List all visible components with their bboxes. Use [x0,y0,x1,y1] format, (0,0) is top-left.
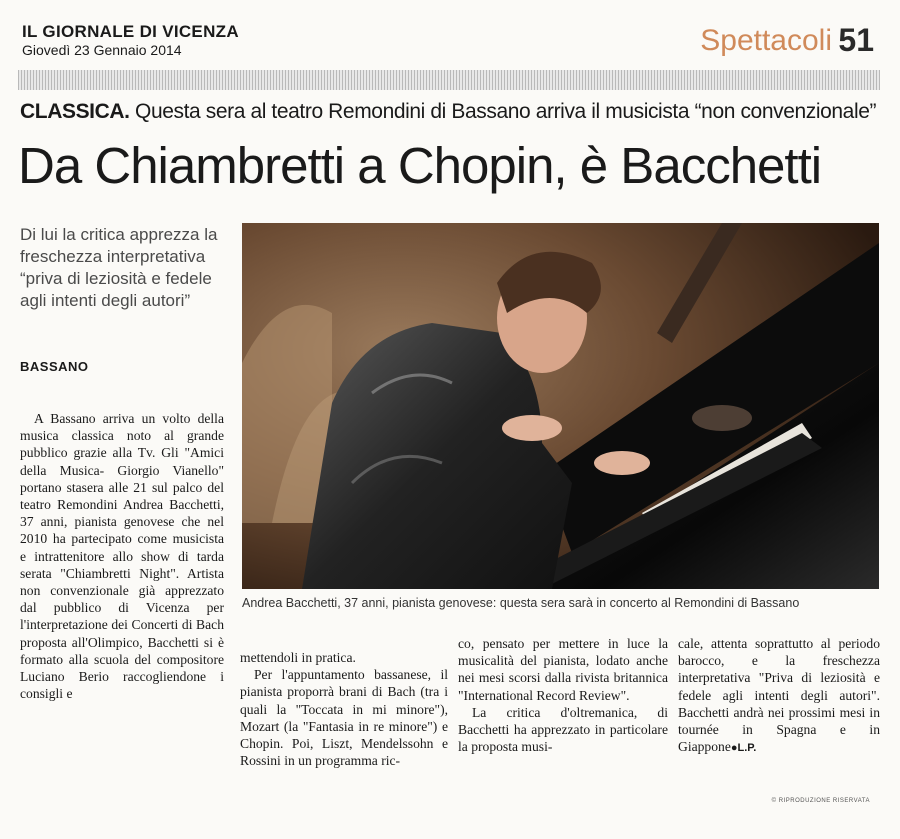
kicker-text: Questa sera al teatro Remondini di Bassano arriva il musicista “non convenzionale” [129,100,877,123]
issue-date: Giovedì 23 Gennaio 2014 [22,42,182,58]
photo-caption: Andrea Bacchetti, 37 anni, pianista genovese: questa sera sarà in concerto al Remondini di Bassano [242,596,800,610]
column-3-paragraph-1: co, pensato per mettere in luce la musicalità del pianista, lodato anche nei mesi scorsi dalla rivista britannica "International Record Review". [458,636,668,703]
page-number: 51 [838,22,874,58]
column-2-paragraph-1: mettendoli in pratica. [240,650,356,665]
newspaper-name: IL GIORNALE DI VICENZA [22,22,239,41]
column-1-paragraph: A Bassano arriva un volto della musica classica noto al grande pubblico grazie alla Tv. Gli "Amici della Musica- Giorgio Vianello" portano stasera alle 21 sul palco del teatro Remondini Andrea Bacchetti, 37 anni, pianista genovese che nel 2010 ha partecipato come musicista e intrattenitore allo show di tarda serata "Chiambretti Night". Artista non convenzionale già apprezzato dal pubblico di Vicenza per l'interpretazione dei Concerti di Bach proposta all'Olimpico, Bacchetti si è formato alla scuola del compositore Luciano Berio raccogliendone i consigli e [20,411,224,702]
article-column-1 [20,410,224,702]
kicker [20,100,876,124]
masthead [22,22,882,72]
column-4-text: cale, attenta soprattutto al periodo barocco, e la freschezza interpretativa "Priva di leziosità e fedele agli intenti degli autori". Bacchetti andrà nei prossimi mesi in tournée in Spagna e in Giappone [678,636,880,755]
column-4-paragraph [678,635,880,757]
column-3-paragraph-2: La critica d'oltremanica, di Bacchetti ha apprezzato in particolare la proposta musi- [458,704,668,755]
article-column-2 [240,649,448,769]
author-signature: ●L.P. [730,742,757,755]
headline: Da Chiambretti a Chopin, è Bacchetti [18,137,822,194]
dateline: BASSANO [20,359,89,374]
kicker-label: CLASSICA. [20,100,130,123]
header-rule [18,70,880,90]
column-2-paragraph-2: Per l'appuntamento bassanese, il pianista proporrà brani di Bach (tra i quali la "Toccata in mi minore"), Mozart (la "Fantasia in re minore") e Chopin. Poi, Liszt, Mendelssohn e Rossini in un programma ric- [240,667,448,769]
section-name: Spettacoli [700,24,832,57]
pianist-photo-illustration [242,223,879,589]
article-column-4 [678,635,880,757]
copyright-notice: © RIPRODUZIONE RISERVATA [771,798,870,804]
article-column-3 [458,635,668,755]
subheadline: Di lui la critica apprezza la freschezza interpretativa “priva di leziosità e fedele agli intenti degli autori” [20,225,218,310]
article-photo [242,223,879,589]
